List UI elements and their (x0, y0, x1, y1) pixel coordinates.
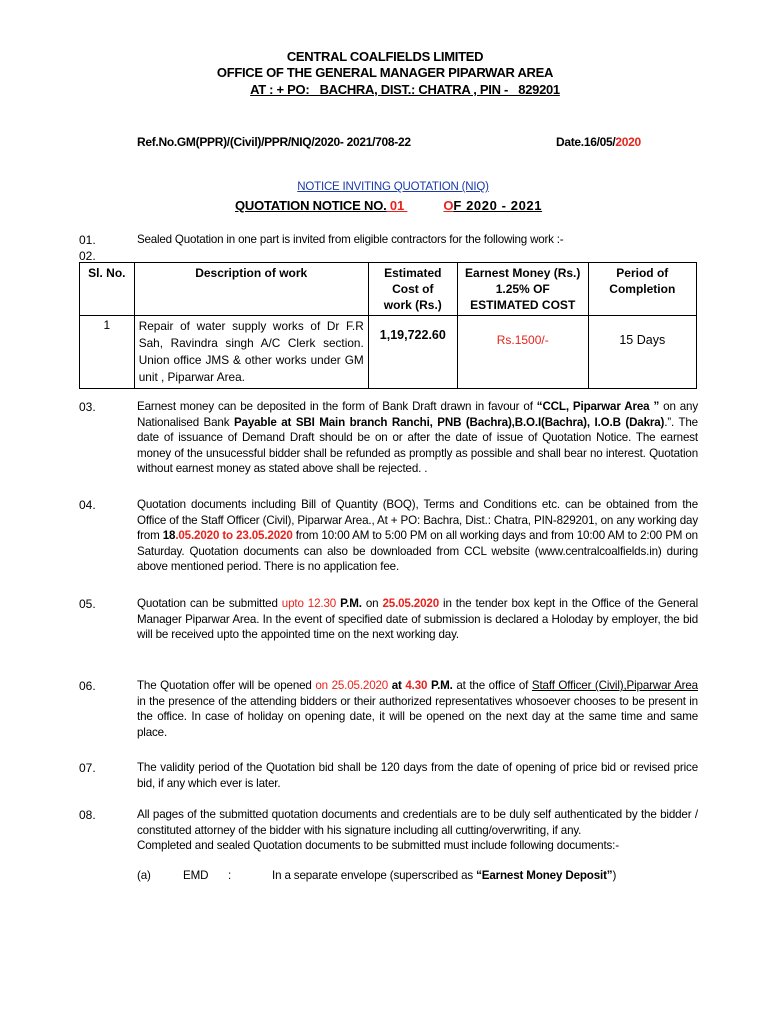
p03-e: .”. The date of issuance of Demand Draft should be on or after the date of issue of Quotation Notice. The earnest money of the unsucessful bidder shall be refunded as promptly as possible and shall bear no interest. Quotation without earnest money as stated above shall be rejected. . (137, 415, 698, 476)
item-02-number: 02. (79, 249, 96, 263)
qn-number: 01 (386, 198, 408, 213)
p08-env-c: ) (612, 869, 617, 882)
quotation-notice-number (235, 198, 542, 213)
para-04-text (137, 497, 698, 575)
para-08-number: 08. (79, 808, 96, 822)
p03-b: “CCL, Piparwar Area ” (536, 400, 660, 413)
row-emd: Rs.1500/- (457, 316, 588, 389)
row-description: Repair of water supply works of Dr F.R Sah, Ravindra singh A/C Clerk section. Union office JMS & other works under GM unit , Piparwar Area. (134, 316, 368, 389)
p06-f: at the office of (452, 679, 532, 692)
p06-h: in the presence of the attending bidders or their authorized representatives whosoever chooses to be present in the office. In case of holiday on opening date, it will be opened on the next day at the same time and same place. (137, 694, 698, 739)
p03-d: Payable at SBI Main branch Ranchi, PNB (Bachra),B.O.I(Bachra), I.O.B (Dakra) (233, 415, 665, 429)
p04-b: 18 (162, 529, 176, 543)
office-address (20, 82, 770, 97)
item-01-text: Sealed Quotation in one part is invited from eligible contractors for the following work :- (137, 233, 564, 246)
company-name: CENTRAL COALFIELDS LIMITED (286, 49, 484, 64)
p08-b: Completed and sealed Quotation documents to be submitted must include following documents:- (137, 839, 619, 853)
p08-envelope (272, 868, 616, 884)
header-period: Period of Completion (588, 263, 696, 316)
p06-a: The Quotation offer will be opened (137, 679, 316, 692)
header-description: Description of work (134, 263, 368, 316)
header-earnest-money (457, 263, 588, 316)
p05-d: on (361, 597, 383, 610)
para-04-number: 04. (79, 498, 96, 512)
para-05-text (137, 596, 698, 643)
reference-number: Ref.No.GM(PPR)/(Civil)/PPR/NIQ/2020- 2021/708-22 (137, 135, 411, 149)
para-05-number: 05. (79, 597, 96, 611)
para-03-text (137, 399, 698, 477)
para-03-number: 03. (79, 400, 96, 414)
item-01-number: 01. (79, 233, 96, 247)
p08-env: In a separate envelope (superscribed as (272, 869, 477, 882)
p05-b: upto 12.30 (281, 597, 337, 610)
p06-e: P.M. (430, 679, 453, 692)
p05-e: 25.05.2020 (382, 597, 439, 610)
office-address-text: AT : + PO: _BACHRA, DIST.: CHATRA , PIN - _829201 (250, 82, 560, 97)
table-header-row (80, 263, 697, 316)
p08-a: All pages of the submitted quotation documents and credentials are to be duly self authenticated by the bidder / constituted attorney of the bidder with his signature including all cutting/overwriting, if any. (137, 808, 698, 837)
date-prefix: Date.16/05/ (556, 135, 616, 149)
notice-title-text: NOTICE INVITING QUOTATION (NIQ) (297, 181, 489, 193)
p06-b: on 25.05.2020 (315, 679, 389, 692)
p08-emd: EMD (183, 869, 209, 882)
qn-suffix: F 2020 - 2021 (453, 198, 543, 213)
p06-c: at (388, 679, 402, 692)
p05-f: in the tender box kept in the Office of the General Manager Piparwar Area. In the event of specified date of submission is declared a Holoday by employer, the bid will be received upto the appointed time on the next working day. (137, 597, 698, 642)
p05-c: P.M. (336, 597, 362, 610)
office-name: OFFICE OF THE GENERAL MANAGER PIPARWAR AREA (216, 65, 554, 80)
notice-date (556, 135, 641, 149)
row-period: 15 Days (588, 316, 696, 389)
header-earnest-money-text: Earnest Money (Rs.) 1.25% OF ESTIMATED COST (465, 266, 581, 312)
date-year: 2020 (615, 135, 641, 149)
para-07-number: 07. (79, 761, 96, 775)
row-cost: 1,19,722.60 (368, 316, 457, 389)
p04-d: from 10:00 AM to 5:00 PM on all working days and from 10:00 AM to 2:00 PM on Saturday. Quotation documents can also be downloaded from CCL website (www.centralcoalfields.in) during above mentioned period. There is no application fee. (137, 529, 698, 574)
p05-a: Quotation can be submitted (137, 597, 282, 610)
qn-o: O (443, 198, 454, 213)
p03-c: on any Nationalised Bank (137, 400, 698, 429)
p06-d: 4.30 (401, 679, 431, 692)
header-sl-no: Sl. No. (80, 263, 135, 316)
p08-sub-a: (a) (137, 869, 151, 882)
para-06-number: 06. (79, 679, 96, 693)
p04-a: Quotation documents including Bill of Quantity (BOQ), Terms and Conditions etc. can be obtained from the Office of the Staff Officer (Civil), Piparwar Area., At + PO: Bachra, Dist.: Chatra, PIN-829201, on any working day from (137, 498, 698, 543)
table-row (80, 316, 697, 389)
p06-g: Staff Officer (Civil),Piparwar Area (531, 679, 698, 692)
p08-colon: : (228, 869, 232, 882)
notice-title (0, 181, 770, 193)
para-07-text: The validity period of the Quotation bid shall be 120 days from the date of opening of price bid or revised price bid, if any which ever is later. (137, 761, 698, 790)
p04-c: .05.2020 to 23.05.2020 (175, 529, 293, 543)
works-table (79, 262, 697, 389)
p08-env-b: “Earnest Money Deposit” (476, 869, 613, 882)
para-08-text (137, 807, 698, 854)
p03-a: Earnest money can be deposited in the form of Bank Draft drawn in favour of (137, 400, 537, 413)
qn-prefix: QUOTATION NOTICE NO. (235, 198, 387, 213)
row-sl: 1 (80, 316, 135, 389)
header-estimated-cost: Estimated Cost of work (Rs.) (368, 263, 457, 316)
para-06-text (137, 678, 698, 740)
